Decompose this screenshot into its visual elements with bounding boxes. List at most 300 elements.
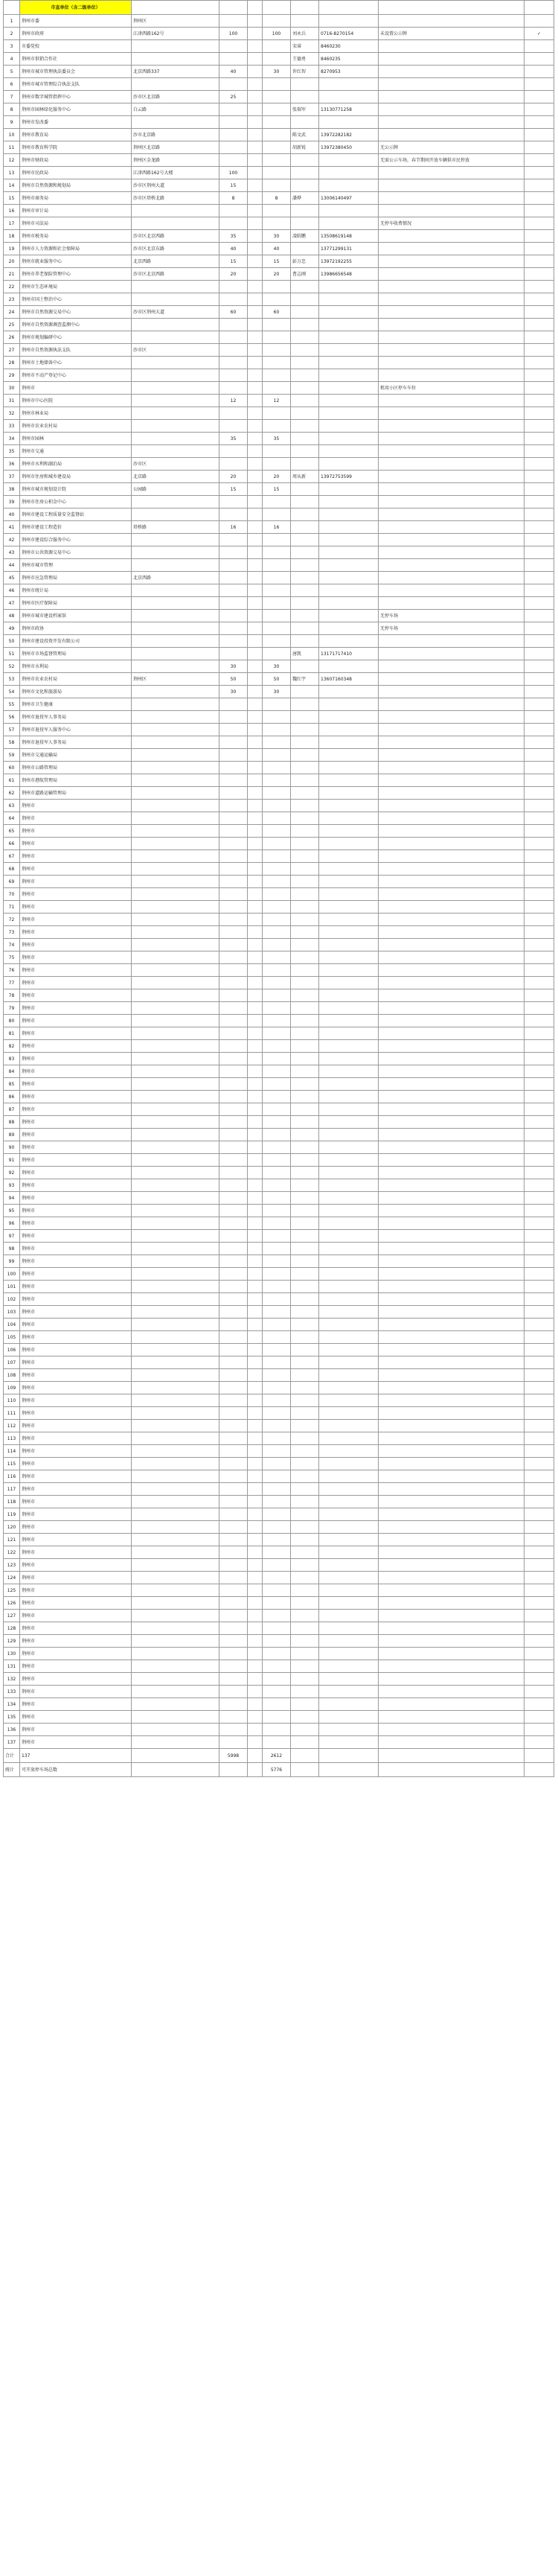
check-mark bbox=[525, 458, 554, 471]
address bbox=[132, 281, 219, 293]
total-spaces bbox=[219, 711, 248, 724]
remark bbox=[379, 1255, 525, 1268]
open-spaces: 40 bbox=[263, 243, 291, 255]
phone-number bbox=[319, 1686, 379, 1698]
remark bbox=[379, 496, 525, 508]
remark bbox=[379, 1065, 525, 1078]
total-spaces bbox=[219, 1496, 248, 1508]
address bbox=[132, 901, 219, 914]
address: 沙市区荆州大道 bbox=[132, 306, 219, 319]
open-spaces: 30 bbox=[263, 686, 291, 698]
unit-name: 荆州市 bbox=[20, 1686, 132, 1698]
total-spaces bbox=[219, 281, 248, 293]
table-row bbox=[4, 1217, 554, 1230]
check-mark bbox=[525, 15, 554, 28]
phone-number bbox=[319, 1521, 379, 1534]
unit-name: 荆州市 bbox=[20, 1394, 132, 1407]
total-spaces: 50 bbox=[219, 673, 248, 686]
spare-col bbox=[248, 1508, 263, 1521]
unit-name: 荆州市 bbox=[20, 1648, 132, 1660]
open-spaces bbox=[263, 800, 291, 812]
address bbox=[132, 1686, 219, 1698]
row-number: 91 bbox=[4, 1154, 20, 1167]
open-spaces bbox=[263, 1243, 291, 1255]
unit-name: 荆州市自然资源交易中心 bbox=[20, 306, 132, 319]
open-spaces bbox=[263, 1445, 291, 1458]
remark bbox=[379, 989, 525, 1002]
phone-number bbox=[319, 964, 379, 977]
remark bbox=[379, 40, 525, 53]
row-number: 11 bbox=[4, 141, 20, 154]
check-mark bbox=[525, 1470, 554, 1483]
total-spaces bbox=[219, 217, 248, 230]
remark bbox=[379, 1496, 525, 1508]
footer-blank bbox=[248, 1763, 263, 1777]
check-mark bbox=[525, 1369, 554, 1382]
check-mark bbox=[525, 989, 554, 1002]
address bbox=[132, 1458, 219, 1470]
phone-number bbox=[319, 1065, 379, 1078]
check-mark bbox=[525, 926, 554, 939]
open-spaces bbox=[263, 635, 291, 648]
table-row bbox=[4, 1458, 554, 1470]
contact-person: 宋睿 bbox=[291, 40, 319, 53]
row-number: 20 bbox=[4, 255, 20, 268]
total-spaces: 100 bbox=[219, 167, 248, 179]
contact-person bbox=[291, 622, 319, 635]
check-mark bbox=[525, 1319, 554, 1331]
total-spaces bbox=[219, 1407, 248, 1420]
total-spaces bbox=[219, 344, 248, 357]
table-row bbox=[4, 838, 554, 850]
check-mark bbox=[525, 597, 554, 610]
phone-number bbox=[319, 559, 379, 572]
phone-number bbox=[319, 508, 379, 521]
contact-person bbox=[291, 1445, 319, 1458]
spare-col bbox=[248, 1027, 263, 1040]
table-row bbox=[4, 1445, 554, 1458]
address bbox=[132, 1660, 219, 1673]
contact-person bbox=[291, 989, 319, 1002]
phone-number: 13607160348 bbox=[319, 673, 379, 686]
unit-name: 荆州市教育科学院 bbox=[20, 141, 132, 154]
address bbox=[132, 1268, 219, 1281]
phone-number bbox=[319, 1496, 379, 1508]
row-number: 90 bbox=[4, 1141, 20, 1154]
open-spaces bbox=[263, 610, 291, 622]
open-spaces bbox=[263, 103, 291, 116]
contact-person bbox=[291, 749, 319, 762]
row-number: 126 bbox=[4, 1597, 20, 1610]
footer-blank bbox=[379, 1763, 525, 1777]
unit-name: 荆州市人力资源和社会保障局 bbox=[20, 243, 132, 255]
check-mark bbox=[525, 306, 554, 319]
remark bbox=[379, 1116, 525, 1129]
phone-number bbox=[319, 724, 379, 736]
unit-name: 荆州市 bbox=[20, 1281, 132, 1293]
row-number: 132 bbox=[4, 1673, 20, 1686]
remark bbox=[379, 1040, 525, 1053]
table-row bbox=[4, 344, 554, 357]
table-row bbox=[4, 66, 554, 78]
check-mark bbox=[525, 1660, 554, 1673]
table-row bbox=[4, 572, 554, 584]
open-spaces bbox=[263, 91, 291, 103]
address bbox=[132, 926, 219, 939]
remark bbox=[379, 167, 525, 179]
total-spaces bbox=[219, 774, 248, 787]
open-spaces bbox=[263, 1078, 291, 1091]
table-row bbox=[4, 800, 554, 812]
unit-name: 荆州市建设综合服务中心 bbox=[20, 534, 132, 546]
total-spaces bbox=[219, 205, 248, 217]
spare-col bbox=[248, 1736, 263, 1749]
unit-name: 荆州市卫生健康 bbox=[20, 698, 132, 711]
address bbox=[132, 1331, 219, 1344]
phone-number bbox=[319, 1293, 379, 1306]
phone-number bbox=[319, 572, 379, 584]
row-number: 59 bbox=[4, 749, 20, 762]
unit-name: 荆州市 bbox=[20, 1103, 132, 1116]
check-mark bbox=[525, 546, 554, 559]
phone-number bbox=[319, 1179, 379, 1192]
table-row bbox=[4, 28, 554, 40]
open-spaces: 60 bbox=[263, 306, 291, 319]
spare-col bbox=[248, 1698, 263, 1711]
table-row bbox=[4, 1597, 554, 1610]
row-number: 108 bbox=[4, 1369, 20, 1382]
spare-col bbox=[248, 1281, 263, 1293]
contact-person bbox=[291, 635, 319, 648]
address: 荆州区北京路 bbox=[132, 141, 219, 154]
unit-name: 荆州市林业局 bbox=[20, 407, 132, 420]
unit-name: 荆州市 bbox=[20, 1255, 132, 1268]
remark bbox=[379, 1356, 525, 1369]
open-spaces bbox=[263, 357, 291, 369]
unit-name: 荆州市教育局 bbox=[20, 129, 132, 141]
total-spaces bbox=[219, 382, 248, 395]
phone-number: 8270953 bbox=[319, 66, 379, 78]
remark bbox=[379, 1091, 525, 1103]
table-row bbox=[4, 1521, 554, 1534]
remark bbox=[379, 863, 525, 876]
table-row bbox=[4, 1167, 554, 1179]
total-spaces bbox=[219, 762, 248, 774]
check-mark bbox=[525, 1078, 554, 1091]
address bbox=[132, 369, 219, 382]
address bbox=[132, 1610, 219, 1622]
phone-number bbox=[319, 863, 379, 876]
unit-name: 荆州市建设工程质量安全监督站 bbox=[20, 508, 132, 521]
address bbox=[132, 838, 219, 850]
remark bbox=[379, 1027, 525, 1040]
unit-name: 荆州市养老保险管理中心 bbox=[20, 268, 132, 281]
check-mark bbox=[525, 787, 554, 800]
contact-person bbox=[291, 1660, 319, 1673]
address bbox=[132, 78, 219, 91]
spare-col bbox=[248, 357, 263, 369]
address bbox=[132, 559, 219, 572]
phone-number bbox=[319, 1534, 379, 1546]
row-number: 33 bbox=[4, 420, 20, 433]
check-mark bbox=[525, 40, 554, 53]
unit-name: 荆州市 bbox=[20, 1534, 132, 1546]
table-row bbox=[4, 863, 554, 876]
contact-person bbox=[291, 1103, 319, 1116]
unit-name: 荆州市 bbox=[20, 1040, 132, 1053]
open-spaces bbox=[263, 1597, 291, 1610]
check-mark bbox=[525, 648, 554, 660]
unit-name: 荆州市就业服务中心 bbox=[20, 255, 132, 268]
remark bbox=[379, 787, 525, 800]
open-spaces bbox=[263, 597, 291, 610]
spare-col bbox=[248, 1065, 263, 1078]
unit-name: 荆州市 bbox=[20, 1129, 132, 1141]
spare-col bbox=[248, 838, 263, 850]
remark bbox=[379, 1382, 525, 1394]
phone-number bbox=[319, 496, 379, 508]
contact-person bbox=[291, 1610, 319, 1622]
check-mark bbox=[525, 1281, 554, 1293]
remark bbox=[379, 508, 525, 521]
phone-number bbox=[319, 850, 379, 863]
open-spaces bbox=[263, 1420, 291, 1432]
check-mark bbox=[525, 838, 554, 850]
spare-col bbox=[248, 395, 263, 407]
contact-person bbox=[291, 344, 319, 357]
address bbox=[132, 1078, 219, 1091]
table-row bbox=[4, 711, 554, 724]
total-spaces bbox=[219, 103, 248, 116]
spare-col bbox=[248, 1648, 263, 1660]
open-spaces bbox=[263, 382, 291, 395]
remark bbox=[379, 1192, 525, 1205]
open-spaces bbox=[263, 1407, 291, 1420]
total-spaces: 12 bbox=[219, 395, 248, 407]
address bbox=[132, 53, 219, 66]
row-number: 127 bbox=[4, 1610, 20, 1622]
total-spaces bbox=[219, 40, 248, 53]
table-row bbox=[4, 1610, 554, 1622]
phone-number bbox=[319, 433, 379, 445]
open-spaces: 16 bbox=[263, 521, 291, 534]
phone-number bbox=[319, 1622, 379, 1635]
table-row bbox=[4, 192, 554, 205]
contact-person bbox=[291, 1065, 319, 1078]
phone-number bbox=[319, 901, 379, 914]
total-spaces bbox=[219, 1635, 248, 1648]
row-number: 58 bbox=[4, 736, 20, 749]
unit-name: 荆州市退役军人事务局 bbox=[20, 736, 132, 749]
row-number: 78 bbox=[4, 989, 20, 1002]
spare-col bbox=[248, 78, 263, 91]
phone-number bbox=[319, 1508, 379, 1521]
total-spaces bbox=[219, 1546, 248, 1559]
phone-number bbox=[319, 420, 379, 433]
phone-number bbox=[319, 711, 379, 724]
spare-col bbox=[248, 1445, 263, 1458]
remark: 未设置公示牌 bbox=[379, 28, 525, 40]
unit-name: 荆州市 bbox=[20, 1192, 132, 1205]
total-spaces bbox=[219, 1458, 248, 1470]
check-mark bbox=[525, 154, 554, 167]
table-row bbox=[4, 787, 554, 800]
check-mark bbox=[525, 876, 554, 888]
address bbox=[132, 1281, 219, 1293]
address bbox=[132, 1217, 219, 1230]
row-number: 52 bbox=[4, 660, 20, 673]
table-row bbox=[4, 268, 554, 281]
unit-name: 荆州市 bbox=[20, 1521, 132, 1534]
total-spaces bbox=[219, 1065, 248, 1078]
total-n2: 2612 bbox=[263, 1749, 291, 1763]
spare-col bbox=[248, 331, 263, 344]
phone-number bbox=[319, 357, 379, 369]
total-spaces bbox=[219, 1698, 248, 1711]
check-mark bbox=[525, 724, 554, 736]
remark bbox=[379, 939, 525, 951]
spare-col bbox=[248, 369, 263, 382]
remark bbox=[379, 1534, 525, 1546]
remark bbox=[379, 1597, 525, 1610]
address bbox=[132, 812, 219, 825]
row-number: 87 bbox=[4, 1103, 20, 1116]
spare-col bbox=[248, 407, 263, 420]
remark bbox=[379, 1736, 525, 1749]
total-spaces bbox=[219, 1243, 248, 1255]
open-spaces bbox=[263, 1521, 291, 1534]
remark bbox=[379, 534, 525, 546]
unit-name: 荆州市中心医院 bbox=[20, 395, 132, 407]
row-number: 122 bbox=[4, 1546, 20, 1559]
remark bbox=[379, 306, 525, 319]
open-spaces bbox=[263, 951, 291, 964]
total-spaces bbox=[219, 876, 248, 888]
table-row bbox=[4, 445, 554, 458]
row-number: 85 bbox=[4, 1078, 20, 1091]
check-mark bbox=[525, 711, 554, 724]
check-mark bbox=[525, 1635, 554, 1648]
phone-number bbox=[319, 686, 379, 698]
total-spaces bbox=[219, 1230, 248, 1243]
total-spaces bbox=[219, 914, 248, 926]
check-mark bbox=[525, 1572, 554, 1584]
address bbox=[132, 217, 219, 230]
address bbox=[132, 1521, 219, 1534]
contact-person bbox=[291, 1331, 319, 1344]
phone-number: 13986656548 bbox=[319, 268, 379, 281]
address: 沙市区塔桥北路 bbox=[132, 192, 219, 205]
total-spaces bbox=[219, 1040, 248, 1053]
open-spaces bbox=[263, 1508, 291, 1521]
table-row bbox=[4, 1724, 554, 1736]
contact-person bbox=[291, 521, 319, 534]
table-row bbox=[4, 433, 554, 445]
spare-col bbox=[248, 15, 263, 28]
open-spaces bbox=[263, 1129, 291, 1141]
spare-col bbox=[248, 1711, 263, 1724]
contact-person bbox=[291, 660, 319, 673]
row-number: 65 bbox=[4, 825, 20, 838]
unit-name: 荆州市 bbox=[20, 1319, 132, 1331]
unit-name: 荆州市 bbox=[20, 1724, 132, 1736]
row-number: 68 bbox=[4, 863, 20, 876]
total-spaces bbox=[219, 635, 248, 648]
contact-person bbox=[291, 217, 319, 230]
remark bbox=[379, 711, 525, 724]
contact-person bbox=[291, 1572, 319, 1584]
check-mark bbox=[525, 1610, 554, 1622]
check-mark bbox=[525, 850, 554, 863]
check-mark bbox=[525, 78, 554, 91]
address bbox=[132, 1635, 219, 1648]
table-row bbox=[4, 1091, 554, 1103]
remark bbox=[379, 1572, 525, 1584]
address bbox=[132, 1015, 219, 1027]
row-number: 38 bbox=[4, 483, 20, 496]
unit-name: 荆州市 bbox=[20, 1445, 132, 1458]
open-spaces bbox=[263, 1736, 291, 1749]
total-spaces bbox=[219, 939, 248, 951]
address: 公园路 bbox=[132, 483, 219, 496]
total-spaces bbox=[219, 800, 248, 812]
check-mark bbox=[525, 1534, 554, 1546]
check-mark bbox=[525, 1002, 554, 1015]
remark bbox=[379, 1243, 525, 1255]
address bbox=[132, 1382, 219, 1394]
open-spaces bbox=[263, 926, 291, 939]
check-mark bbox=[525, 1382, 554, 1394]
open-spaces bbox=[263, 622, 291, 635]
contact-person bbox=[291, 787, 319, 800]
remark bbox=[379, 1281, 525, 1293]
phone-number bbox=[319, 1027, 379, 1040]
check-mark bbox=[525, 1306, 554, 1319]
total-spaces bbox=[219, 293, 248, 306]
row-number: 115 bbox=[4, 1458, 20, 1470]
remark bbox=[379, 1319, 525, 1331]
table-row bbox=[4, 205, 554, 217]
remark bbox=[379, 205, 525, 217]
row-number: 111 bbox=[4, 1407, 20, 1420]
spare-col bbox=[248, 977, 263, 989]
row-number: 36 bbox=[4, 458, 20, 471]
total-spaces bbox=[219, 1736, 248, 1749]
open-spaces bbox=[263, 1002, 291, 1015]
open-spaces bbox=[263, 1179, 291, 1192]
remark bbox=[379, 1167, 525, 1179]
open-spaces bbox=[263, 1141, 291, 1154]
remark bbox=[379, 1521, 525, 1534]
check-mark bbox=[525, 914, 554, 926]
table-row bbox=[4, 78, 554, 91]
spare-col bbox=[248, 559, 263, 572]
table-row bbox=[4, 1382, 554, 1394]
address bbox=[132, 724, 219, 736]
spare-col bbox=[248, 483, 263, 496]
phone-number bbox=[319, 1167, 379, 1179]
address bbox=[132, 1483, 219, 1496]
contact-person bbox=[291, 1344, 319, 1356]
unit-name: 荆州市商务局 bbox=[20, 192, 132, 205]
total-spaces: 100 bbox=[219, 28, 248, 40]
remark bbox=[379, 1622, 525, 1635]
remark bbox=[379, 1230, 525, 1243]
contact-person bbox=[291, 838, 319, 850]
contact-person bbox=[291, 1508, 319, 1521]
contact-person: 陈文武 bbox=[291, 129, 319, 141]
address bbox=[132, 1192, 219, 1205]
